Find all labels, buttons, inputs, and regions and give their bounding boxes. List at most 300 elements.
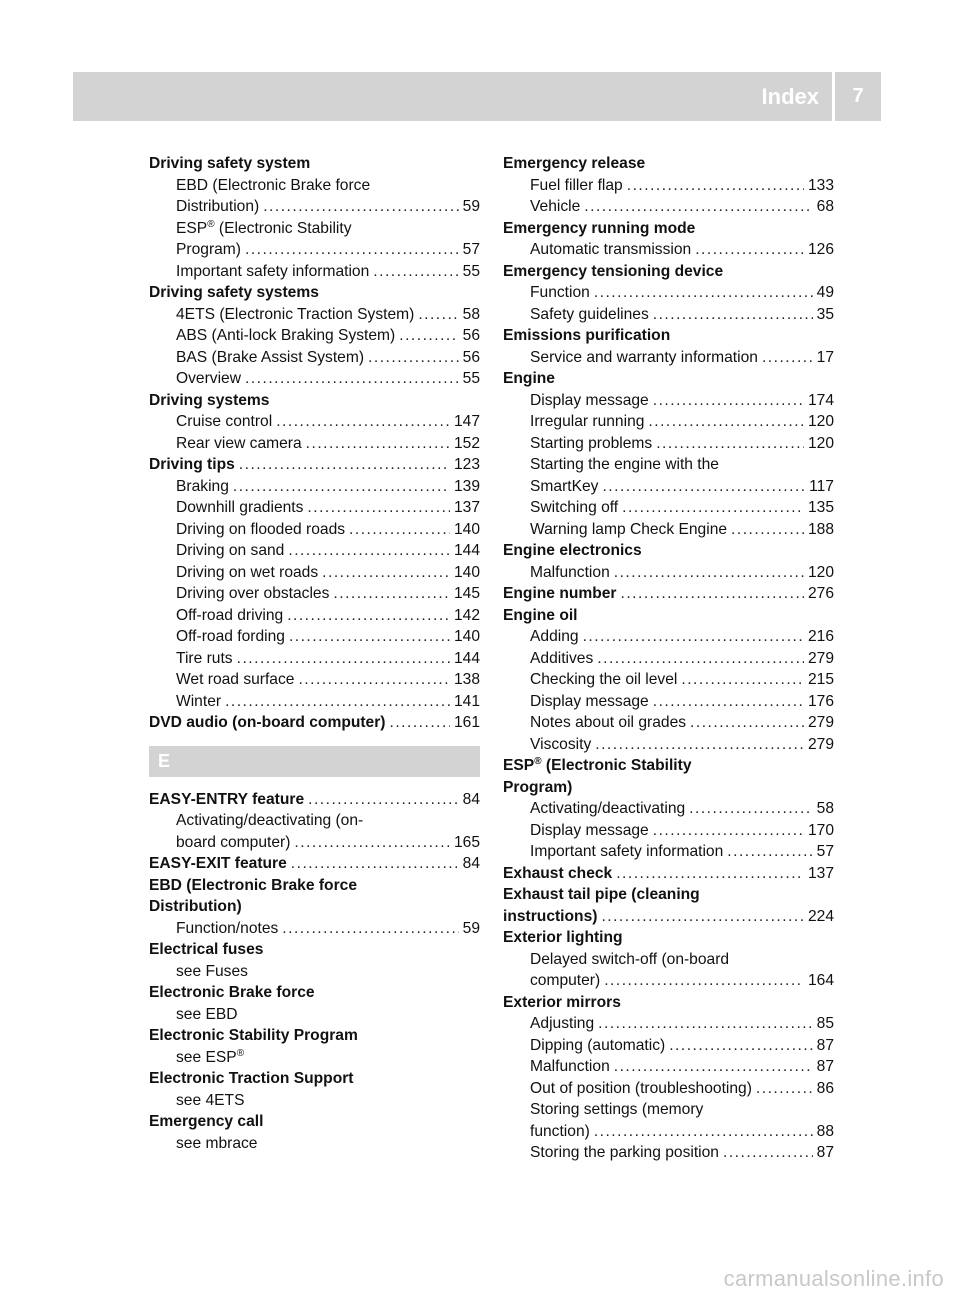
page-reference: 57 [462, 241, 480, 258]
leader-dots [333, 583, 450, 605]
entry-text: Program) [503, 778, 573, 796]
index-sub-entry [149, 519, 480, 541]
entry-text: Electrical fuses [149, 941, 264, 958]
index-heading-entry [149, 982, 480, 1004]
entry-text: Checking the oil level [530, 671, 678, 688]
entry-text: Malfunction [530, 563, 610, 581]
leader-dots [373, 261, 458, 283]
entry-text: Overview [176, 370, 241, 387]
index-sub-entry [503, 1142, 834, 1164]
leader-dots [648, 411, 804, 433]
entry-text: Starting the engine with the [530, 456, 719, 473]
leader-dots [621, 583, 804, 605]
leader-dots [627, 175, 804, 197]
leader-dots [597, 648, 804, 670]
page-reference: 137 [807, 864, 834, 882]
index-heading-entry [503, 927, 834, 949]
entry-text: SmartKey [530, 477, 599, 495]
entry-text: Driving safety system [149, 155, 311, 172]
index-column-right [503, 153, 834, 1164]
leader-dots [245, 239, 459, 261]
entry-text: instructions) [503, 907, 598, 925]
page-reference: 164 [807, 972, 834, 989]
leader-dots [727, 841, 812, 863]
index-heading-entry [149, 789, 480, 811]
index-sub-entry [503, 175, 834, 197]
leader-dots [225, 691, 450, 713]
entry-text: Cruise control [176, 413, 273, 430]
index-sub-entry [503, 669, 834, 691]
index-sub-entry [503, 282, 834, 304]
page-reference: 59 [462, 198, 480, 215]
index-sub-entry [149, 368, 480, 390]
entry-text: EASY-EXIT feature [149, 855, 287, 872]
leader-dots [653, 820, 804, 842]
index-sub-entry [503, 648, 834, 670]
entry-text: BAS (Brake Assist System) [176, 348, 365, 366]
page-reference: 58 [462, 305, 480, 323]
page-reference: 126 [807, 241, 834, 258]
leader-dots [322, 562, 450, 584]
index-heading-entry [149, 712, 480, 734]
index-heading-entry [149, 1111, 480, 1133]
entry-text: Emergency running mode [503, 219, 696, 237]
index-sub-entry [149, 497, 480, 519]
index-sub-entry [149, 918, 480, 940]
leader-dots [263, 196, 458, 218]
registered-mark: ® [236, 1047, 245, 1059]
entry-text: Electronic Brake force [149, 984, 315, 1001]
header-title: Index [761, 84, 819, 109]
index-heading-entry [503, 777, 834, 799]
index-sub-entry [503, 734, 834, 756]
entry-text: see mbrace [176, 1134, 258, 1152]
page-reference: 120 [807, 563, 834, 581]
page-reference: 35 [816, 305, 834, 323]
page-reference: 57 [816, 843, 834, 860]
entry-text: board computer) [176, 833, 291, 851]
index-heading-entry [503, 583, 834, 605]
page-reference: 279 [807, 649, 834, 667]
index-heading-entry [503, 540, 834, 562]
index-sub-entry [503, 626, 834, 648]
entry-text: Safety guidelines [530, 305, 649, 323]
index-sub-entry [149, 433, 480, 455]
entry-text: Starting problems [530, 434, 653, 452]
entry-text: Downhill gradients [176, 499, 304, 516]
entry-text: Distribution) [176, 198, 260, 215]
entry-text: Braking [176, 477, 229, 495]
entry-text: Exterior mirrors [503, 993, 621, 1011]
index-heading-entry [503, 153, 834, 175]
watermark: carmanualsonline.info [723, 1266, 944, 1291]
entry-text: Exhaust tail pipe (cleaning [503, 886, 700, 903]
page-reference: 165 [453, 833, 480, 851]
entry-text: Function [530, 284, 590, 301]
leader-dots [239, 454, 450, 476]
page-reference: 59 [462, 919, 480, 937]
index-heading-entry [503, 261, 834, 283]
entry-text: Adjusting [530, 1015, 595, 1032]
index-header-bar [73, 72, 881, 121]
leader-dots [731, 519, 804, 541]
entry-text: Emergency call [149, 1113, 264, 1130]
index-heading-entry [149, 1025, 480, 1047]
page-reference: 276 [807, 585, 834, 602]
index-sub-entry [149, 961, 480, 983]
leader-dots [584, 196, 812, 218]
index-sub-entry [503, 1121, 834, 1143]
entry-text: Exhaust check [503, 864, 613, 882]
leader-dots [602, 476, 805, 498]
page-reference: 117 [809, 477, 834, 495]
entry-text: EBD (Electronic Brake force [149, 876, 357, 894]
entry-text: Viscosity [530, 735, 592, 753]
index-heading-entry [503, 863, 834, 885]
leader-dots [594, 1121, 813, 1143]
index-sub-entry [503, 304, 834, 326]
leader-dots [298, 669, 450, 691]
index-sub-entry [503, 712, 834, 734]
entry-text: Tire ruts [176, 649, 233, 667]
entry-text: Important safety information [530, 843, 724, 860]
entry-text: ESP® (Electronic Stability [503, 755, 692, 774]
page-reference: 137 [453, 499, 480, 516]
index-heading-entry [149, 939, 480, 961]
index-sub-entry [149, 626, 480, 648]
page-reference: 135 [807, 499, 834, 516]
index-heading-entry [503, 218, 834, 240]
entry-text: Vehicle [530, 198, 581, 215]
page-reference: 140 [453, 520, 480, 538]
index-sub-entry [503, 562, 834, 584]
index-sub-entry [503, 1099, 834, 1121]
entry-text: Driving over obstacles [176, 585, 330, 602]
index-sub-entry [503, 798, 834, 820]
leader-dots [656, 433, 804, 455]
entry-text: Irregular running [530, 413, 645, 430]
page-reference: 141 [453, 692, 480, 710]
index-heading-entry [149, 390, 480, 412]
page-reference: 17 [816, 348, 834, 366]
entry-text: Automatic transmission [530, 241, 692, 258]
index-sub-entry [503, 497, 834, 519]
leader-dots [307, 497, 450, 519]
leader-dots [245, 368, 459, 390]
page-reference: 120 [807, 434, 834, 452]
page-number: 7 [852, 85, 864, 107]
leader-dots [695, 239, 804, 261]
page-reference: 68 [816, 198, 834, 215]
index-sub-entry [149, 562, 480, 584]
entry-text: Display message [530, 391, 649, 409]
index-sub-entry [149, 411, 480, 433]
leader-dots [689, 798, 812, 820]
leader-dots [622, 497, 804, 519]
page-reference: 144 [453, 649, 480, 667]
letter-section-band [149, 746, 480, 777]
entry-text: Engine [503, 370, 555, 387]
index-sub-entry [149, 325, 480, 347]
page-reference: 140 [453, 563, 480, 581]
entry-text: Function/notes [176, 919, 279, 937]
page-reference: 216 [807, 628, 834, 645]
leader-dots [276, 411, 450, 433]
entry-text: Out of position (troubleshooting) [530, 1079, 752, 1097]
page-reference: 147 [453, 413, 480, 430]
page-reference: 87 [816, 1036, 834, 1054]
page-reference: 152 [453, 434, 480, 452]
index-sub-entry [149, 261, 480, 283]
index-sub-entry [149, 583, 480, 605]
index-sub-entry [149, 810, 480, 832]
index-heading-entry [149, 454, 480, 476]
entry-text: Driving safety systems [149, 284, 319, 301]
entry-text: Emissions purification [503, 327, 671, 344]
entry-text: Switching off [530, 499, 619, 516]
page-reference: 140 [453, 628, 480, 645]
entry-text: Off-road driving [176, 606, 284, 624]
leader-dots [604, 970, 804, 992]
index-sub-entry [503, 970, 834, 992]
leader-dots [653, 691, 804, 713]
index-sub-entry [503, 841, 834, 863]
page-reference: 138 [453, 671, 480, 688]
entry-text: computer) [530, 972, 601, 989]
page-reference: 279 [807, 714, 834, 731]
leader-dots [349, 519, 450, 541]
entry-text: Storing settings (memory [530, 1101, 704, 1118]
page-reference: 161 [453, 714, 480, 731]
page-reference: 224 [807, 907, 834, 925]
entry-text: Additives [530, 649, 594, 667]
index-heading-entry [503, 906, 834, 928]
leader-dots [653, 304, 813, 326]
index-sub-entry [503, 1078, 834, 1100]
index-sub-entry [149, 540, 480, 562]
index-sub-entry [149, 1047, 480, 1069]
index-heading-entry [503, 992, 834, 1014]
page-reference: 87 [816, 1058, 834, 1075]
entry-text: Activating/deactivating (on- [176, 812, 364, 829]
index-heading-entry [149, 896, 480, 918]
page-reference: 170 [807, 821, 834, 839]
leader-dots [390, 712, 450, 734]
page-reference: 49 [816, 284, 834, 301]
index-sub-entry [503, 239, 834, 261]
page-reference: 174 [807, 391, 834, 409]
entry-text: Fuel filler flap [530, 176, 623, 194]
leader-dots [399, 325, 458, 347]
page-reference: 88 [816, 1122, 834, 1140]
page-reference: 142 [453, 606, 480, 624]
page-reference: 84 [462, 790, 480, 808]
left-entries-bottom [149, 789, 480, 1155]
index-sub-entry [149, 218, 480, 240]
page-reference: 133 [807, 176, 834, 194]
leader-dots [601, 906, 804, 928]
leader-dots [418, 304, 458, 326]
leader-dots [598, 1013, 812, 1035]
entry-text: EBD (Electronic Brake force [176, 176, 371, 194]
entry-text: see EBD [176, 1005, 238, 1023]
index-heading-entry [149, 282, 480, 304]
index-heading-entry [503, 755, 834, 777]
index-sub-entry [149, 1090, 480, 1112]
index-sub-entry [503, 411, 834, 433]
page-reference: 55 [462, 262, 480, 280]
index-sub-entry [503, 691, 834, 713]
page-reference: 55 [462, 370, 480, 387]
index-sub-entry [149, 648, 480, 670]
index-sub-entry [503, 1056, 834, 1078]
leader-dots [306, 433, 450, 455]
index-sub-entry [503, 347, 834, 369]
page-reference: 139 [453, 477, 480, 495]
entry-text: see Fuses [176, 962, 248, 980]
entry-text: Service and warranty information [530, 348, 758, 366]
leader-dots [233, 476, 450, 498]
page-reference: 215 [807, 671, 834, 688]
leader-dots [681, 669, 804, 691]
page-reference: 144 [453, 542, 480, 559]
entry-text: Driving on sand [176, 542, 285, 559]
entry-text: Driving systems [149, 391, 270, 409]
entry-text: Winter [176, 692, 222, 710]
index-sub-entry [503, 476, 834, 498]
entry-text: function) [530, 1122, 590, 1140]
entry-text: Adding [530, 628, 579, 645]
page-reference: 58 [816, 800, 834, 817]
page-reference: 120 [807, 413, 834, 430]
page-reference: 86 [816, 1079, 834, 1097]
registered-mark: ® [534, 755, 542, 767]
entry-text: Driving on wet roads [176, 563, 319, 581]
entry-text: Emergency release [503, 155, 646, 172]
leader-dots [756, 1078, 813, 1100]
entry-text: see 4ETS [176, 1091, 245, 1109]
entry-text: Malfunction [530, 1058, 610, 1075]
page-reference: 56 [462, 348, 480, 366]
page-reference: 56 [462, 327, 480, 344]
index-sub-entry [149, 605, 480, 627]
entry-text: ESP® (Electronic Stability [176, 218, 352, 237]
index-sub-entry [149, 476, 480, 498]
index-sub-entry [149, 1133, 480, 1155]
entry-text: Warning lamp Check Engine [530, 520, 728, 538]
index-sub-entry [149, 832, 480, 854]
page-reference: 84 [462, 855, 480, 872]
leader-dots [653, 390, 804, 412]
index-sub-entry [149, 196, 480, 218]
index-heading-entry [503, 884, 834, 906]
leader-dots [287, 605, 450, 627]
index-heading-entry [149, 875, 480, 897]
leader-dots [368, 347, 459, 369]
index-sub-entry [149, 239, 480, 261]
page-reference: 145 [453, 585, 480, 602]
page-reference: 85 [816, 1015, 834, 1032]
index-sub-entry [149, 175, 480, 197]
index-sub-entry [503, 519, 834, 541]
index-sub-entry [149, 347, 480, 369]
index-sub-entry [503, 949, 834, 971]
leader-dots [595, 734, 804, 756]
index-heading-entry [149, 853, 480, 875]
entry-text: Activating/deactivating [530, 800, 686, 817]
entry-text: Engine oil [503, 606, 578, 624]
entry-text: Important safety information [176, 262, 370, 280]
entry-text: Electronic Traction Support [149, 1070, 354, 1087]
leader-dots [614, 1056, 813, 1078]
entry-text: Driving tips [149, 456, 235, 473]
leader-dots [614, 562, 804, 584]
leader-dots [690, 712, 804, 734]
entry-text: Program) [176, 241, 241, 258]
entry-text: Storing the parking position [530, 1144, 719, 1161]
entry-text: DVD audio (on-board computer) [149, 714, 386, 731]
leader-dots [616, 863, 804, 885]
leader-dots [594, 282, 813, 304]
entry-text: Electronic Stability Program [149, 1027, 358, 1044]
page-reference: 176 [807, 692, 834, 710]
entry-text: ABS (Anti-lock Braking System) [176, 327, 396, 344]
page-reference: 123 [453, 456, 480, 473]
letter-section-label: E [158, 750, 171, 771]
index-sub-entry [503, 820, 834, 842]
index-heading-entry [149, 1068, 480, 1090]
leader-dots [291, 853, 459, 875]
page-reference: 87 [816, 1144, 834, 1161]
index-heading-entry [149, 153, 480, 175]
index-sub-entry [503, 1035, 834, 1057]
entry-text: Driving on flooded roads [176, 520, 346, 538]
leader-dots [294, 832, 450, 854]
leader-dots [289, 626, 450, 648]
index-sub-entry [149, 691, 480, 713]
registered-mark: ® [207, 218, 215, 230]
index-heading-entry [503, 325, 834, 347]
leader-dots [308, 789, 459, 811]
entry-text: Wet road surface [176, 671, 295, 688]
entry-text: see ESP® [176, 1047, 245, 1066]
entry-text: Rear view camera [176, 434, 302, 452]
index-sub-entry [149, 304, 480, 326]
index-column-left [149, 153, 480, 1154]
leader-dots [282, 918, 458, 940]
entry-text: Display message [530, 692, 649, 710]
leader-dots [583, 626, 804, 648]
entry-text: Exterior lighting [503, 929, 623, 946]
entry-text: Emergency tensioning device [503, 262, 724, 280]
entry-text: Delayed switch-off (on-board [530, 950, 730, 968]
right-entries [503, 153, 834, 1164]
entry-text: 4ETS (Electronic Traction System) [176, 305, 415, 323]
page-reference: 279 [807, 735, 834, 753]
index-heading-entry [503, 605, 834, 627]
index-sub-entry [503, 1013, 834, 1035]
index-sub-entry [149, 1004, 480, 1026]
index-sub-entry [503, 390, 834, 412]
entry-text: Engine number [503, 585, 617, 602]
leader-dots [237, 648, 450, 670]
entry-text: Distribution) [149, 898, 242, 915]
entry-text: Off-road fording [176, 628, 285, 645]
index-sub-entry [149, 669, 480, 691]
page-reference: 188 [807, 520, 834, 538]
index-sub-entry [503, 454, 834, 476]
left-entries-top [149, 153, 480, 734]
